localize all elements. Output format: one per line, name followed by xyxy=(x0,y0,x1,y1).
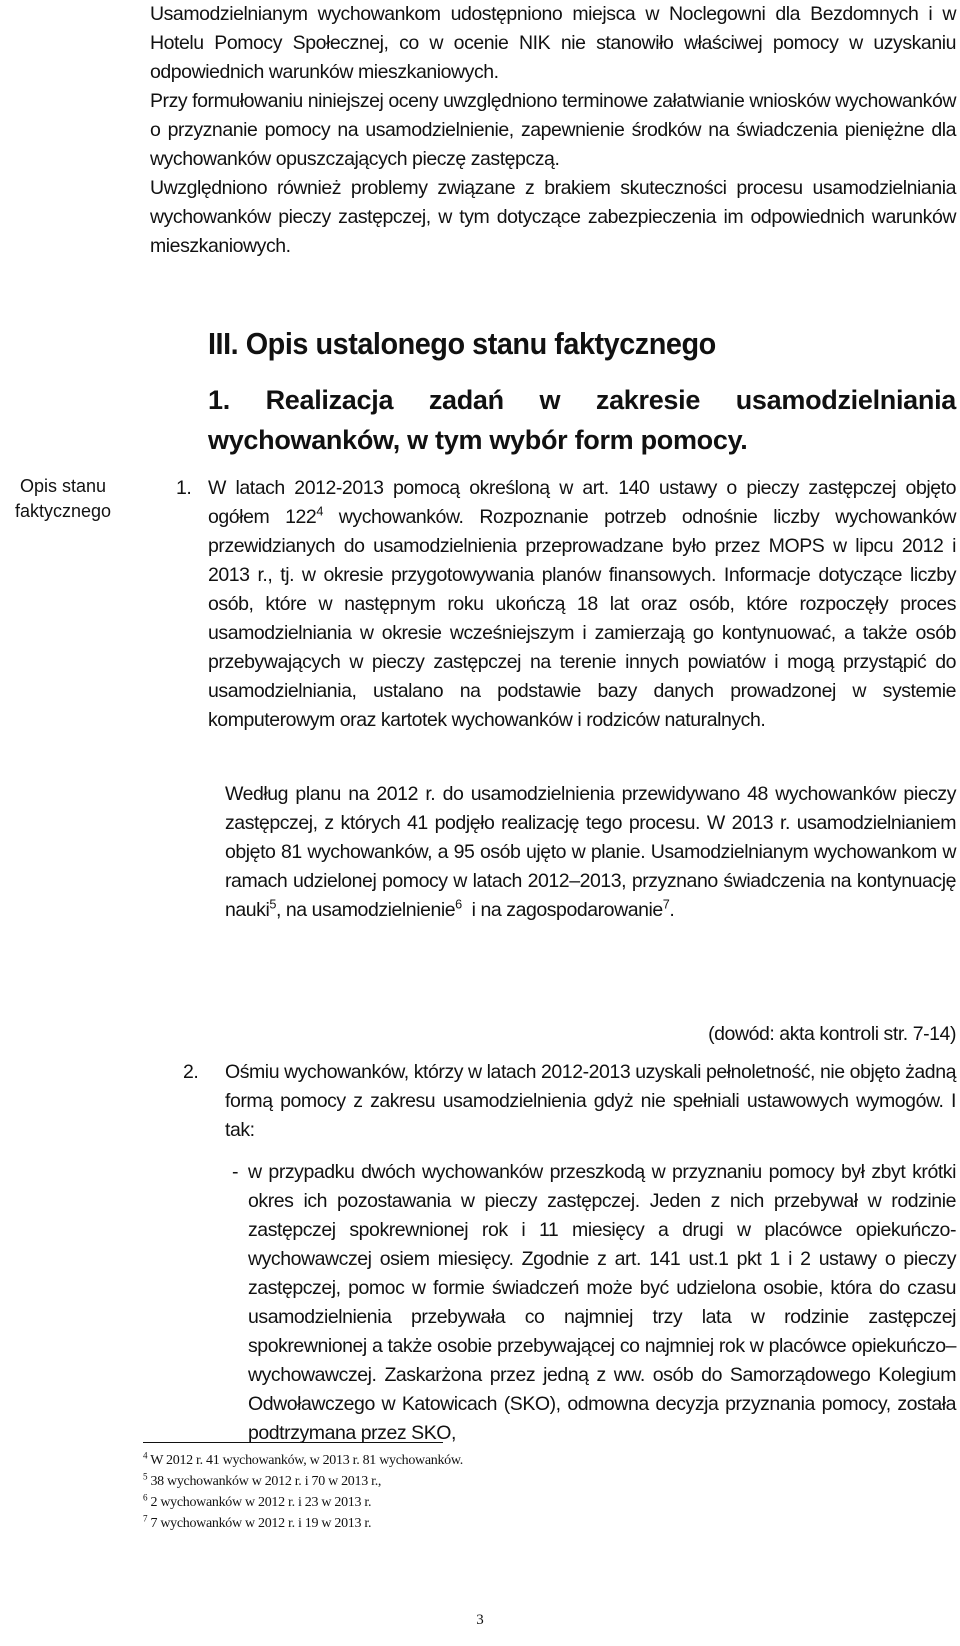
margin-label-line-2: faktycznego xyxy=(14,501,112,521)
plan-text-a: Według planu na 2012 r. do usamodzielnienia przewidywano 48 wychowanków pieczy zastępczej, z których 41 podjęło realizację tego procesu. W 2013 r. usamodzielnianiem objęto 81 wychowanków, a 95 osób ujęto w planie. Usamodzielnianym wychowankom w ramach udzielonej pomocy w latach 2012–2013, przyznano świadczenia na kontynuację nauki xyxy=(225,783,956,921)
evidence-reference: (dowód: akta kontroli str. 7-14) xyxy=(708,1023,956,1045)
plan-text-b: , na usamodzielnienie xyxy=(275,899,456,921)
footnote-ref-4[interactable]: 4 xyxy=(316,504,323,519)
subsection-word: w xyxy=(539,385,561,415)
list-item-2-text: Ośmiu wychowanków, którzy w latach 2012-2013 uzyskali pełnoletność, nie objęto żadną formą pomocy z zakresu usamodzielnienia gdyż nie spełniali ustawowych wymogów. I tak: xyxy=(225,1061,956,1141)
footnotes xyxy=(143,1450,463,1534)
subsection-word: zakresie xyxy=(595,385,701,415)
list-item-1-text xyxy=(208,474,956,735)
footnote-number: 6 xyxy=(143,1492,148,1503)
footnote-ref-6[interactable]: 6 xyxy=(455,897,462,912)
footnote-text: 38 wychowanków w 2012 r. i 70 w 2013 r., xyxy=(147,1474,382,1489)
footnote-number: 5 xyxy=(143,1471,148,1482)
footnote-text: W 2012 r. 41 wychowanków, w 2013 r. 81 wychowanków. xyxy=(147,1453,463,1468)
subsection-word: zadań xyxy=(428,385,504,415)
plan-text-d: . xyxy=(669,899,675,921)
list-item-2-number: 2. xyxy=(183,1061,199,1083)
subsection-number: 1. xyxy=(208,385,230,415)
list-item-1-text-b: wychowanków. Rozpoznanie potrzeb odnośnie liczby wychowanków przewidzianych do usamodzielnienia przeprowadzane było przez MOPS w lipcu 2012 i 2013 r., tj. w okresie przygotowywania planów finansowych. Informacje dotyczące liczby osób, które w następnym roku ukończą 18 lat oraz osób, które rozpoczęły proces usamodzielniania w okresie wcześniejszym i zamierzają go kontynuować, a także osób przebywających w pieczy zastępczej na terenie innych powiatów i mogą przystąpić do usamodzielniania, ustalano na podstawie bazy danych prowadzonej w systemie komputerowym oraz kartotek wychowanków i rodziców naturalnych. xyxy=(208,506,956,731)
footnote-text: 2 wychowanków w 2012 r. i 23 w 2013 r. xyxy=(147,1495,372,1510)
list-item-1-text-a: W latach 2012-2013 pomocą określoną w art. 140 ustawy o pieczy zastępczej objęto ogółem 122 xyxy=(208,477,956,528)
list-item-1-number: 1. xyxy=(176,477,192,499)
footnote xyxy=(143,1492,463,1513)
footnote-number: 4 xyxy=(143,1450,148,1461)
list-item-1 xyxy=(176,474,956,735)
subsection-heading-line-2: wychowanków, w tym wybór form pomocy. xyxy=(208,425,748,455)
plan-paragraph xyxy=(225,780,956,925)
footnote xyxy=(143,1513,463,1534)
subsection-word: Realizacja xyxy=(265,385,394,415)
footnote-ref-7[interactable]: 7 xyxy=(662,897,670,912)
dash-list-item-text: w przypadku dwóch wychowanków przeszkodą w przyznaniu pomocy był zbyt krótki okres ich pozostawania w pieczy zastępczej. Jeden z nich przebywał w rodzinie zastępczej spokrewnionej rok i 11 miesięcy a drugi w placówce opiekuńczo-wychowawczej osiem miesięcy. Zgodnie z art. 141 ust.1 pkt 1 i 2 ustawy o pieczy zastępczej, pomoc w formie świadczeń może być udzielona osobie, która do czasu usamodzielnienia przebywała co najmniej trzy lata w rodzinie zastępczej spokrewnionej a także osobie przebywającej co najmniej rok w placówce opiekuńczo–wychowawczej. Zaskarżona przez jedną z ww. osób do Samorządowego Kolegium Odwoławczego w Katowicach (SKO), odmowna decyzja przyznania pomocy, została podtrzymana przez SKO, xyxy=(248,1161,956,1444)
intro-paragraph-1: Usamodzielnianym wychowankom udostępniono miejsca w Noclegowni dla Bezdomnych i w Hotelu Pomocy Społecznej, co w ocenie NIK nie stanowiło właściwej pomocy w uzyskaniu odpowiednich warunków mieszkaniowych. xyxy=(150,3,956,83)
footnote-number: 7 xyxy=(143,1513,148,1524)
section-heading: III. Opis ustalonego stanu faktycznego xyxy=(208,326,716,361)
footnote xyxy=(143,1471,463,1492)
subsection-word: usamodzielniania xyxy=(735,385,956,415)
footnote-separator xyxy=(143,1442,443,1443)
footnote-text: 7 wychowanków w 2012 r. i 19 w 2013 r. xyxy=(147,1516,372,1531)
footnote-ref-5[interactable]: 5 xyxy=(269,897,276,912)
margin-label-line-1: Opis stanu xyxy=(19,476,107,496)
subsection-heading xyxy=(208,380,956,460)
subsection-heading-line-1 xyxy=(208,380,956,420)
footnote xyxy=(143,1450,463,1471)
intro-paragraph-2: Przy formułowaniu niniejszej oceny uwzględniono terminowe załatwianie wniosków wychowanków o przyznanie pomocy na usamodzielnienie, zapewnienie środków na świadczenia pieniężne dla wychowanków opuszczających pieczę zastępczą. xyxy=(150,90,956,170)
plan-text-c: i na zagospodarowanie xyxy=(461,899,663,921)
dash-list-item xyxy=(232,1158,956,1448)
margin-label xyxy=(0,474,126,524)
page-number: 3 xyxy=(476,1612,484,1628)
dash-bullet: - xyxy=(232,1161,239,1183)
list-item-2 xyxy=(183,1058,956,1145)
intro-text xyxy=(150,0,956,261)
intro-paragraph-3: Uwzględniono również problemy związane z brakiem skuteczności procesu usamodzielniania wychowanków pieczy zastępczej, w tym dotyczące zabezpieczenia im odpowiednich warunków mieszkaniowych. xyxy=(150,177,956,257)
